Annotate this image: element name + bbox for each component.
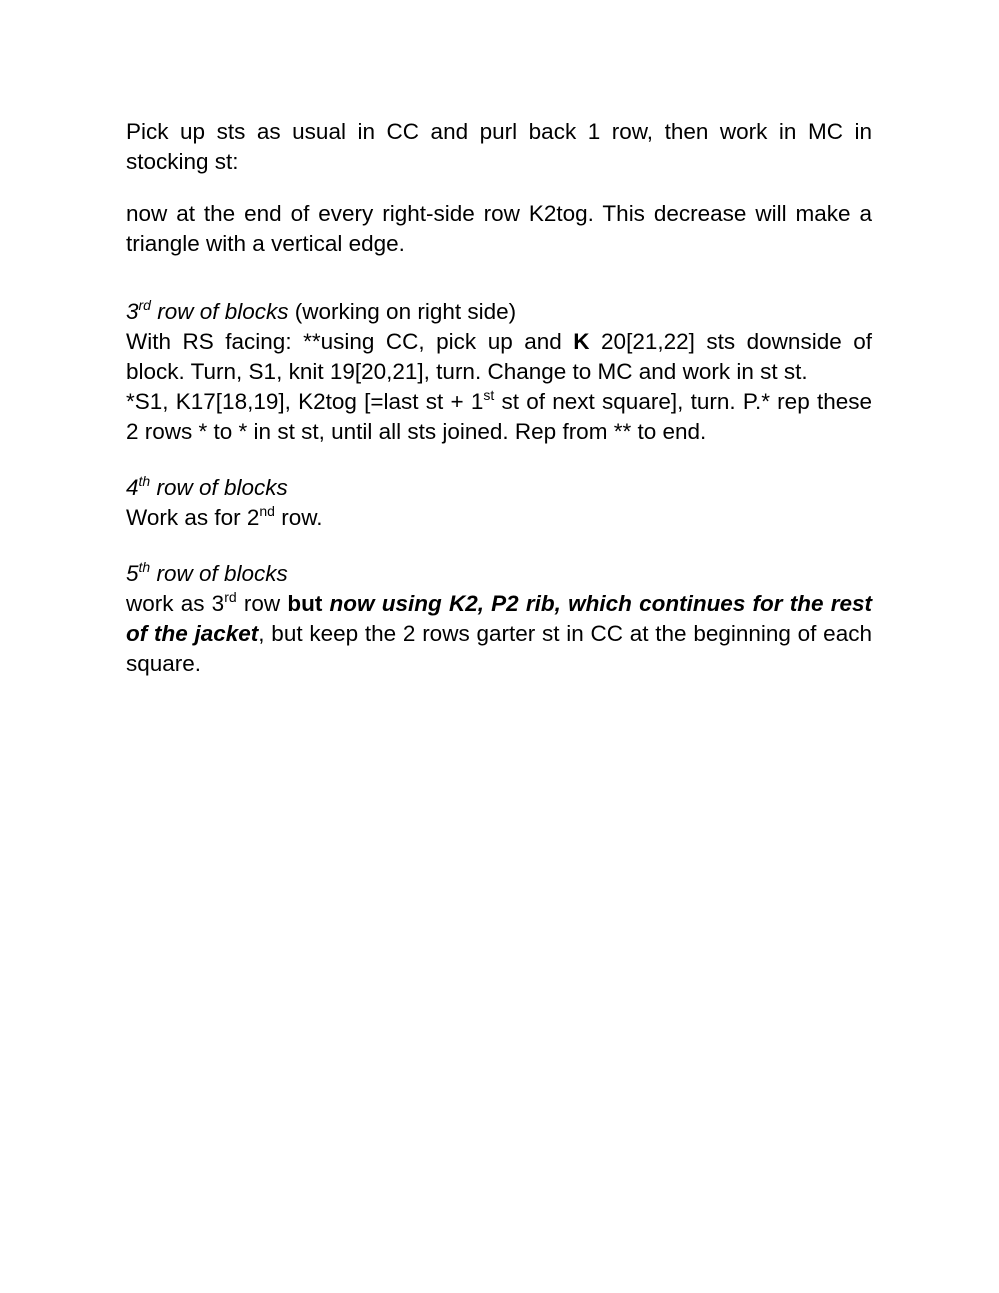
text-run: row. <box>274 505 323 530</box>
superscript: nd <box>259 503 275 519</box>
intro-paragraph-2: now at the end of every right-side row K2tog. This decrease will make a triangle with a vertical edge. <box>126 201 872 256</box>
bold-k: K <box>573 329 590 354</box>
row-3-instruction-1 <box>126 327 872 387</box>
heading-text: row of blocks <box>150 299 289 324</box>
text-run <box>322 591 329 616</box>
intro-paragraph-1: Pick up sts as usual in CC and purl back 1 row, then work in MC in stocking st: <box>126 119 872 174</box>
bold-italic-text: now using K2, P2 rib, which continues for the rest of the jacket <box>126 591 872 646</box>
row-3-instruction-2 <box>126 387 872 447</box>
section-row-5 <box>126 559 872 679</box>
heading-number: 3 <box>126 299 139 324</box>
row-4-instruction <box>126 503 872 533</box>
section-heading-row-4 <box>126 473 872 503</box>
heading-italic <box>126 299 289 324</box>
heading-superscript: rd <box>138 297 151 313</box>
section-row-3 <box>126 297 872 447</box>
text-run: row <box>236 591 288 616</box>
heading-text: row of blocks <box>150 475 288 500</box>
text-run: , but keep the 2 rows garter st in CC at the beginning of each square. <box>126 621 872 676</box>
bold-text: but <box>287 591 323 616</box>
superscript: st <box>483 387 495 403</box>
section-row-4 <box>126 473 872 533</box>
superscript: rd <box>224 589 237 605</box>
heading-italic <box>126 561 288 586</box>
text-run: Work as for 2 <box>126 505 260 530</box>
heading-text: row of blocks <box>150 561 288 586</box>
row-5-instruction <box>126 589 872 679</box>
heading-superscript: th <box>138 559 151 575</box>
section-heading-row-5 <box>126 559 872 589</box>
heading-italic <box>126 475 288 500</box>
text-run: With RS facing: **using CC, pick up and <box>126 329 574 354</box>
text-run: work as 3 <box>126 591 225 616</box>
heading-number: 4 <box>126 475 139 500</box>
text-run: st of next square], turn. P.* rep these 2 rows * to * in st st, until all sts joined. Rep from ** to end. <box>126 389 872 444</box>
text-run: 20[21,22] sts downside of block. Turn, S1, knit 19[20,21], turn. Change to MC and work in st st. <box>126 329 872 384</box>
heading-superscript: th <box>138 473 151 489</box>
document-body <box>126 117 872 679</box>
heading-note: (working on right side) <box>288 299 517 324</box>
heading-number: 5 <box>126 561 139 586</box>
section-heading-row-3 <box>126 297 872 327</box>
text-run: *S1, K17[18,19], K2tog [=last st + 1 <box>126 389 484 414</box>
